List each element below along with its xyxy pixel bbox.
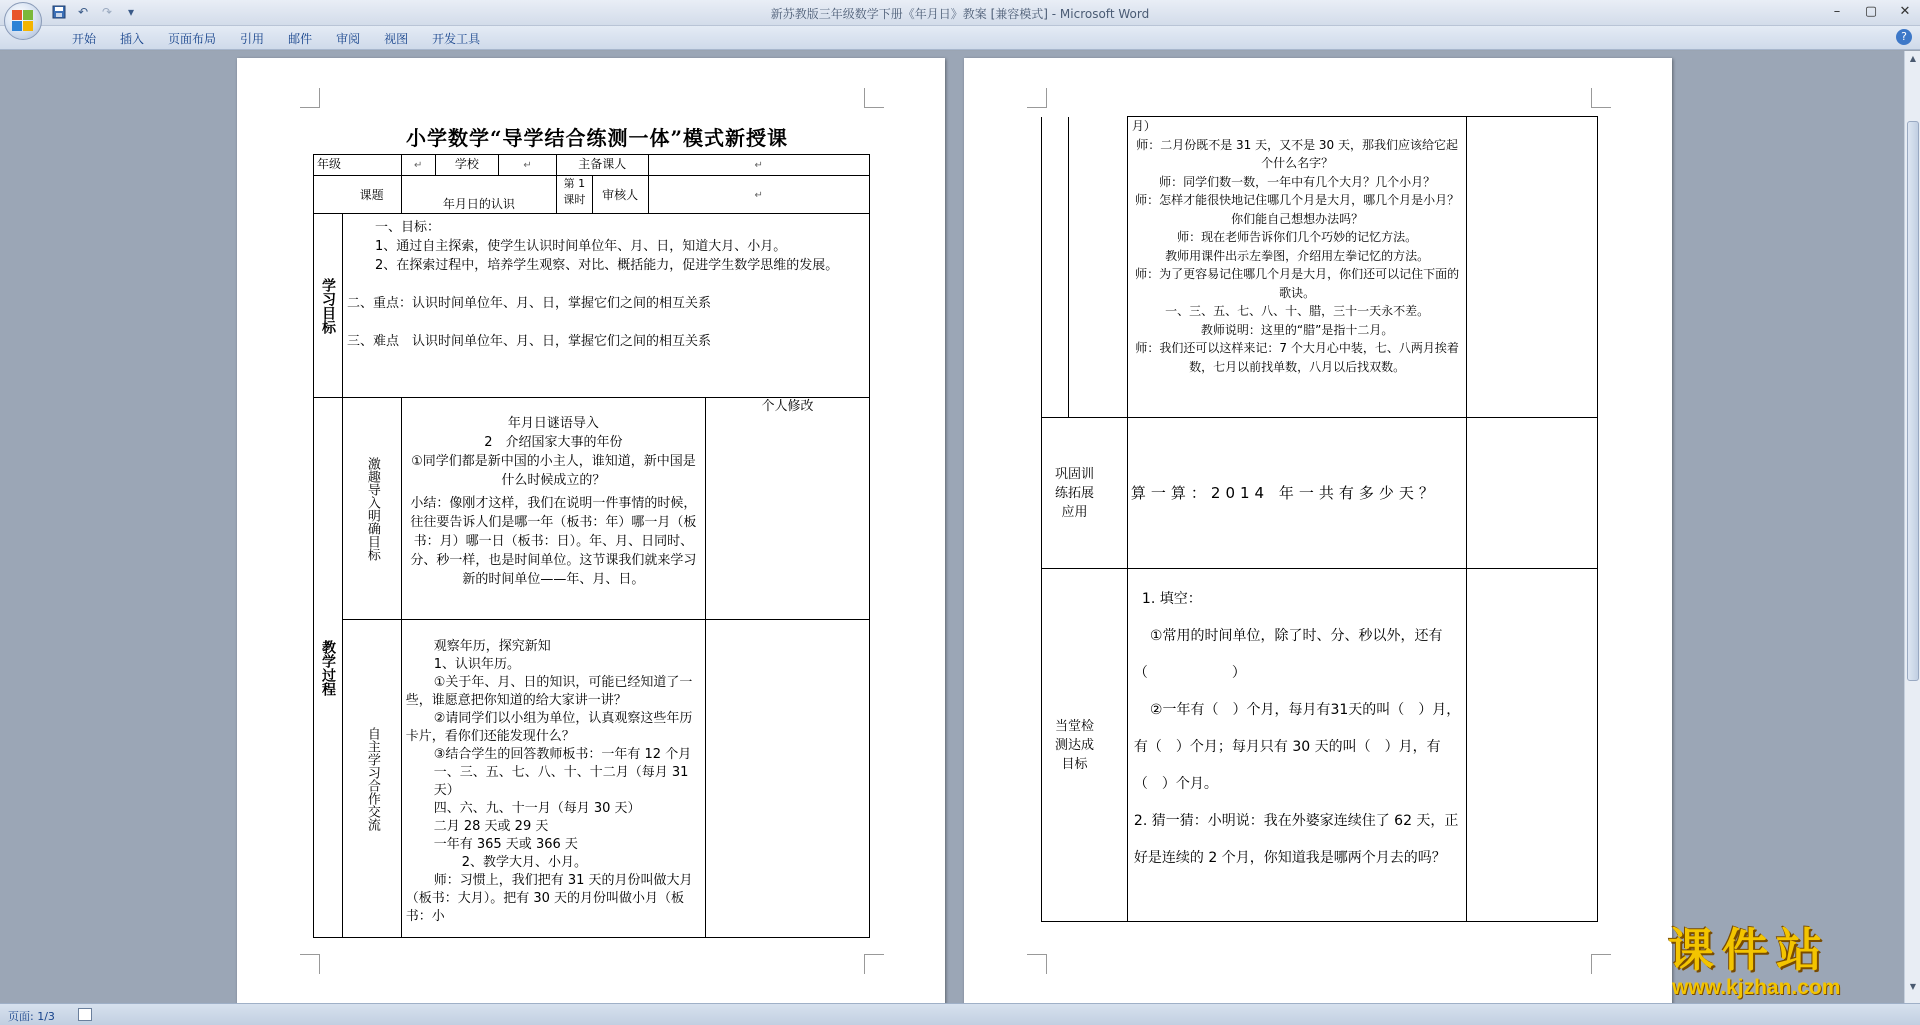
stage4-line: 2. 猜一猜：小明说：我在外婆家连续住了 62 天，正好是连续的 2 个月，你知道我是哪两个月去的吗？ [1133, 813, 1459, 866]
stage3-label: 巩固训练拓展应用 [1042, 418, 1128, 569]
tab-view[interactable]: 视图 [384, 32, 409, 46]
objective-line: 一、目标： [375, 220, 441, 235]
crop-mark [864, 954, 884, 974]
objectives-label: 学习目标 [314, 214, 343, 398]
watermark-url: www.kjzhan.com [1672, 976, 1841, 999]
stage3-content[interactable] [1127, 418, 1466, 569]
redo-icon: ↷ [101, 5, 113, 19]
cont-line: 师：二月份既不是 31 天，又不是 30 天，那我们应该给它起个什么名字？ [1136, 137, 1459, 170]
maximize-button[interactable] [1862, 2, 1880, 20]
personal-note-cell[interactable] [706, 398, 870, 620]
continued-stage-cell [1068, 117, 1127, 418]
topic-value[interactable]: 年月日的认识 [401, 176, 556, 214]
grade-value[interactable]: ↵ [401, 155, 435, 176]
stage4-line: 1. 填空： [1141, 591, 1202, 607]
cont-line: 教师说明：这里的“腊”是指十二月。 [1200, 322, 1394, 337]
document-area [0, 51, 1904, 1003]
crop-mark [864, 88, 884, 108]
ribbon [0, 26, 1920, 50]
tab-page-layout[interactable]: 页面布局 [168, 32, 217, 46]
stage1-line: ①同学们都是新中国的小主人，谁知道，新中国是什么时候成立的？ [411, 454, 696, 488]
stage2-label: 自主学习合作交流 [343, 620, 402, 938]
watermark-logo [1668, 924, 1904, 1002]
ribbon-tabs [60, 30, 492, 48]
stage1-content[interactable] [401, 398, 705, 620]
tab-review[interactable]: 审阅 [336, 32, 361, 46]
crop-mark [300, 88, 320, 108]
tab-insert[interactable]: 插入 [120, 32, 145, 46]
tab-references[interactable]: 引用 [240, 32, 265, 46]
stage1-line: 小结：像刚才这样，我们在说明一件事情的时候，往往要告诉人们是哪一年（板书：年）哪一月（板书：月）哪一日（板书：日）。年、月、日同时、分、秒一样，也是时间单位。这节课我们就来学习新的时间单位——年、月、日。 [410, 496, 697, 587]
lesson-plan-table [313, 154, 870, 938]
stage2-line: 四、六、九、十一月（每月 30 天） [433, 801, 641, 816]
title-bar [0, 0, 1920, 26]
tab-mailings[interactable]: 邮件 [288, 32, 313, 46]
objective-line: 二、重点：认识时间单位年、月、日，掌握它们之间的相互关系 [347, 296, 712, 311]
cont-line: 教师用课件出示左拳图，介绍用左拳记忆的方法。 [1165, 248, 1430, 263]
stage2-line: 一、三、五、七、八、十、十二月（每月 31 天） [433, 765, 689, 798]
stage2-line: 一年有 365 天或 366 天 [433, 837, 578, 852]
tab-developer[interactable]: 开发工具 [432, 32, 481, 46]
personal-note-label: 个人修改 [761, 399, 814, 414]
close-icon: ✕ [1899, 3, 1911, 19]
lesson-plan-table-continued [1041, 116, 1598, 922]
stage4-line: ②一年有（ ）个月，每月有31天的叫（ ）月，有（ ）个月；每月只有 30 天的叫（ ）月，有（ ）个月。 [1133, 702, 1461, 792]
scroll-up-button[interactable]: ▲ [1909, 54, 1917, 63]
minimize-button[interactable] [1828, 2, 1846, 20]
crop-mark [1027, 954, 1047, 974]
cont-line: 一、三、五、七、八、十、腊，三十一天永不差。 [1165, 304, 1430, 318]
crop-mark [300, 954, 320, 974]
continued-notes[interactable] [1467, 117, 1598, 418]
process-label: 教学过程 [314, 398, 343, 938]
document-heading: 小学数学“导学结合练测一体”模式新授课 [405, 126, 788, 150]
cont-line: 师：现在老师告诉你们几个巧妙的记忆方法。 [1177, 230, 1418, 244]
stage1-label: 激趣导入明确目标 [343, 398, 402, 620]
cont-line: 师：为了更容易记住哪几个月是大月，你们还可以记住下面的歌诀。 [1135, 267, 1460, 300]
window-controls [1828, 2, 1914, 20]
continued-content[interactable] [1127, 117, 1466, 418]
stage1-line: 年月日谜语导入 [507, 416, 599, 431]
stage2-line: 观察年历，探究新知 [433, 639, 551, 654]
proofing-icon[interactable] [78, 1008, 92, 1021]
stage4-notes[interactable] [1467, 569, 1598, 922]
document-page-2[interactable] [964, 58, 1672, 1003]
scroll-down-button[interactable]: ▼ [1909, 982, 1917, 991]
topic-label [314, 176, 343, 214]
stage3-notes[interactable] [1467, 418, 1598, 569]
stage2-notes[interactable] [706, 620, 870, 938]
stage2-line: ③结合学生的回答教师板书：一年有 12 个月 [433, 747, 692, 762]
vertical-scrollbar[interactable] [1904, 51, 1920, 1003]
objective-line: 三、难点 认识时间单位年、月、日，掌握它们之间的相互关系 [347, 334, 712, 349]
undo-icon: ↶ [77, 5, 89, 19]
window-title: 新苏教版三年级数学下册《年月日》教案 [兼容模式] - Microsoft Word [770, 7, 1150, 21]
reviewer-value[interactable]: ↵ [648, 176, 870, 214]
chevron-down-icon: ▾ [127, 5, 135, 19]
stage2-content[interactable] [401, 620, 705, 938]
objective-line: 2、在探索过程中，培养学生观察、对比、概括能力，促进学生数学思维的发展。 [375, 258, 839, 273]
lesson-label: 第 1 课时 [556, 176, 592, 214]
school-label: 学校 [435, 155, 499, 176]
continued-left-cell [1042, 117, 1069, 418]
stage2-line: ②请同学们以小组为单位，认真观察这些年历卡片，看你们还能发现什么？ [405, 711, 693, 744]
stage2-line: ①关于年、月、日的知识，可能已经知道了一些，谁愿意把你知道的给大家讲一讲？ [405, 675, 693, 708]
cont-line: 师：我们还可以这样来记：7 个大月心中装，七、八两月挨着数，七月以前找单数，八月以后找双数。 [1135, 341, 1459, 374]
preparer-label: 主备课人 [556, 155, 648, 176]
school-value[interactable]: ↵ [499, 155, 557, 176]
tab-home[interactable]: 开始 [72, 32, 97, 46]
stage3-task: 算一算：2014 年一共有多少天？ [1130, 484, 1439, 502]
stage2-line: 师：习惯上，我们把有 31 天的月份叫做大月（板书：大月）。把有 30 天的月份叫做小月（板书：小 [405, 873, 693, 924]
scrollbar-thumb[interactable] [1907, 121, 1919, 681]
cont-line: 师：同学们数一数，一年中有几个大月？几个小月？ [1159, 174, 1436, 189]
page-indicator[interactable]: 页面: 1/3 [8, 1010, 55, 1023]
reviewer-label: 审核人 [592, 176, 648, 214]
maximize-icon: ▢ [1864, 3, 1878, 19]
document-page-1[interactable] [237, 58, 945, 1003]
preparer-value[interactable]: ↵ [648, 155, 870, 176]
watermark-title: 课件站 [1668, 923, 1830, 977]
crop-mark [1027, 88, 1047, 108]
office-button[interactable] [4, 2, 42, 40]
objectives-content[interactable] [343, 214, 870, 398]
objective-line: 1、通过自主探索，使学生认识时间单位年、月、日，知道大月、小月。 [375, 239, 787, 254]
stage4-label: 当堂检测达成目标 [1042, 569, 1128, 922]
stage2-line: 二月 28 天或 29 天 [433, 819, 549, 834]
grade-label: 年级 [314, 155, 402, 176]
crop-mark [1591, 88, 1611, 108]
minimize-icon: – [1833, 3, 1841, 19]
stage4-line: ①常用的时间单位，除了时、分、秒以外，还有（ ） [1133, 628, 1443, 681]
stage1-line: 2 介绍国家大事的年份 [484, 435, 623, 450]
office-logo-icon [12, 10, 34, 32]
status-bar [0, 1003, 1920, 1025]
crop-mark [1591, 954, 1611, 974]
topic-label-text: 课题 [343, 176, 402, 214]
help-button[interactable] [1896, 29, 1912, 45]
stage2-line: 2、教学大月、小月。 [461, 855, 588, 870]
cont-line: 月） [1131, 119, 1156, 133]
help-icon: ? [1901, 30, 1907, 43]
stage4-content[interactable] [1127, 569, 1466, 922]
stage2-line: 1、认识年历。 [433, 657, 521, 672]
cont-line: 师：怎样才能很快地记住哪几个月是大月，哪几个月是小月？你们能自己想想办法吗？ [1135, 193, 1460, 226]
close-button[interactable] [1896, 2, 1914, 20]
